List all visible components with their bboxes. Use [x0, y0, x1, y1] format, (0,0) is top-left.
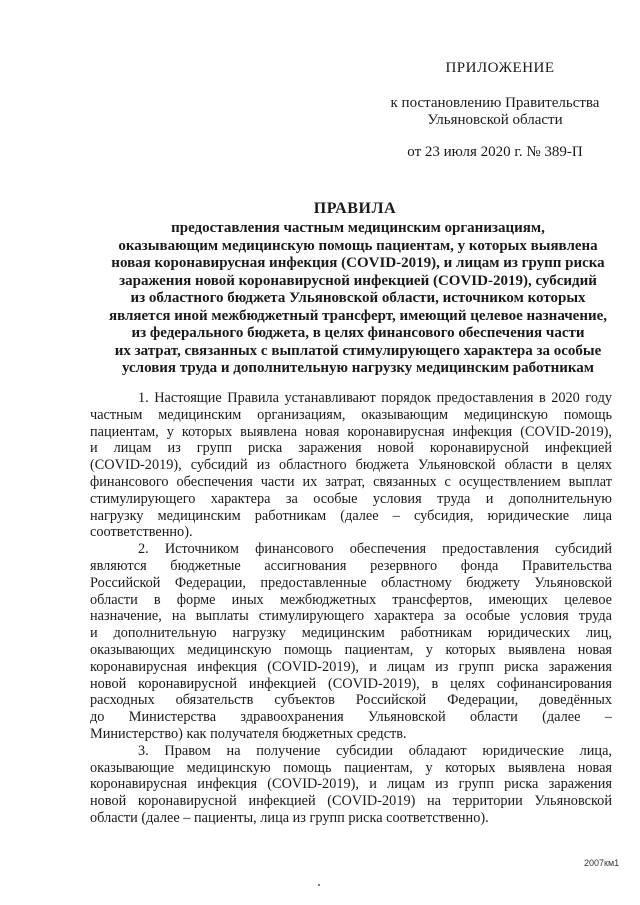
- paragraph-3: [90, 743, 612, 827]
- paragraph-line: Российской Федерации, предоставленные областному бюджету Ульяновской: [90, 574, 612, 591]
- document-body: [90, 390, 612, 827]
- subtitle-line: из областного бюджета Ульяновской области, источником которых: [130, 290, 586, 306]
- paragraph-line: и дополнительную нагрузку медицинским работникам юридических лиц,: [90, 625, 612, 642]
- paragraph-2: [90, 541, 612, 743]
- paragraph-line: финансового обеспечения части их затрат, связанных с осуществлением выплат: [90, 473, 612, 490]
- paragraph-line: новой коронавирусной инфекцией (COVID-2019) на территории Ульяновской: [90, 793, 612, 810]
- paragraph-line: соответственно).: [90, 524, 193, 541]
- paragraph-line: 1. Настоящие Правила устанавливают порядок предоставления в 2020 году: [138, 390, 612, 406]
- paragraph-line: (COVID-2019), субсидий из областного бюджета Ульяновской области в целях: [90, 457, 612, 474]
- paragraph-line: Министерство) как получателя бюджетных средств.: [90, 725, 407, 742]
- paragraph-line: оказывающие медицинскую помощь пациентам, у которых выявлена новая: [90, 759, 612, 776]
- paragraph-line: пациентам, у которых выявлена новая коронавирусная инфекция (COVID-2019),: [90, 423, 612, 440]
- paragraph-line: 2. Источником финансового обеспечения предоставления субсидий: [138, 541, 612, 558]
- appendix-resolution-line: к постановлению Правительства: [390, 95, 600, 111]
- paragraph-line: до Министерства здравоохранения Ульяновской области (далее –: [90, 709, 612, 726]
- paragraph-line: назначение, на выплаты стимулирующего характера за особые условия труда: [90, 608, 612, 625]
- appendix-region-line: Ульяновской области: [427, 112, 563, 128]
- paragraph-line: являются бюджетные ассигнования резервного фонда Правительства: [90, 557, 612, 574]
- subtitle-line: условия труда и дополнительную нагрузку медицинским работникам: [121, 360, 595, 376]
- subtitle-line: их затрат, связанных с выплатой стимулирующего характера за особые: [114, 342, 602, 359]
- paragraph-line: стимулирующего характера за особые условия труда и дополнительную: [90, 490, 612, 507]
- subtitle-line: заражения новой коронавирусной инфекцией (COVID-2019), субсидий: [119, 272, 597, 289]
- paragraph-1: [90, 390, 612, 541]
- paragraph-line: коронавирусная инфекция (COVID-2019), и лицам из групп риска заражения: [90, 776, 612, 793]
- subtitle-line: из федерального бюджета, в целях финансового обеспечения части: [131, 325, 585, 341]
- subtitle-line: является иной межбюджетный трансферт, имеющий целевое назначение,: [108, 307, 608, 324]
- paragraph-line: нагрузку медицинским работникам (далее – субсидия, юридические лица: [90, 507, 612, 524]
- paragraph-line: 3. Правом на получение субсидии обладают юридические лица,: [138, 742, 612, 759]
- paragraph-line: новой коронавирусной инфекцией (COVID-2019), в целях софинансирования: [90, 675, 612, 692]
- subtitle-line: предоставления частным медицинским организациям,: [171, 220, 545, 236]
- appendix-title: ПРИЛОЖЕНИЕ: [445, 60, 555, 76]
- paragraph-line: области в форме иных межбюджетных трансфертов, имеющих целевое: [90, 591, 612, 608]
- paragraph-line: оказывающих медицинскую помощь пациентам, у которых выявлена новая: [90, 641, 612, 658]
- document-title: ПРАВИЛА: [313, 200, 397, 217]
- paragraph-line: расходных обязательств субъектов Российской Федерации, доведённых: [90, 692, 612, 709]
- subtitle-line: новая коронавирусная инфекция (COVID-2019), и лицам из групп риска: [111, 255, 605, 271]
- footer-document-code: 2007км1: [584, 858, 620, 868]
- paragraph-line: частным медицинским организациям, оказывающим медицинскую помощь: [90, 406, 612, 423]
- paragraph-line: области (далее – пациенты, лица из групп риска соответственно).: [90, 809, 489, 826]
- appendix-date-number: от 23 июля 2020 г. № 389-П: [407, 144, 583, 160]
- subtitle-line: оказывающим медицинскую помощь пациентам, у которых выявлена: [118, 237, 598, 254]
- scan-speck: [318, 884, 320, 886]
- document-subtitle: [78, 220, 638, 378]
- paragraph-line: коронавирусная инфекция (COVID-2019), и лицам из групп риска заражения: [90, 658, 612, 675]
- paragraph-line: и лицам из групп риска заражения новой коронавирусной инфекцией: [90, 440, 612, 457]
